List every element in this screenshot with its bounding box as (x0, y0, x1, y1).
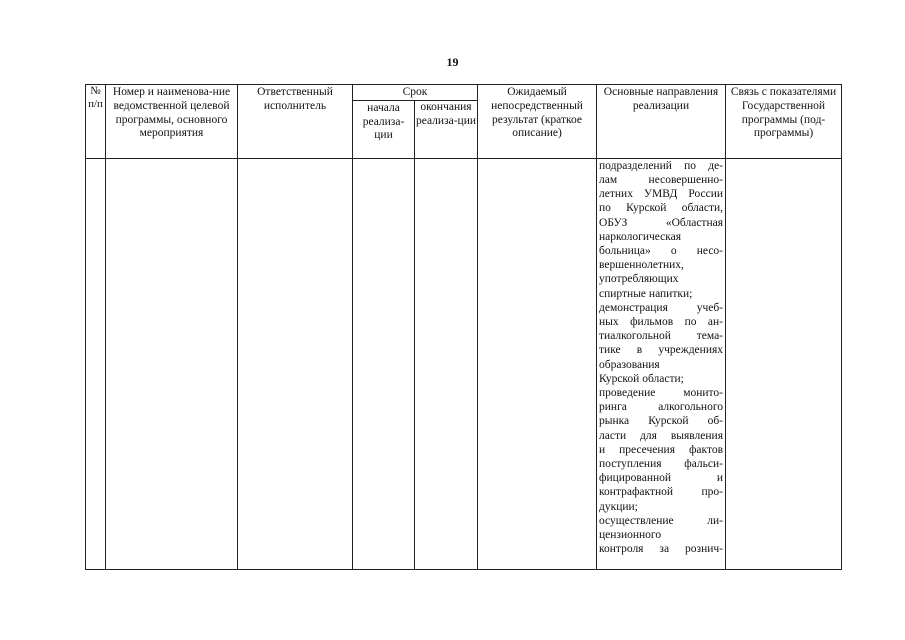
directions-line: осуществление ли- (599, 514, 724, 527)
directions-line: поступления фальси- (599, 458, 724, 471)
directions-line: спиртные напитки; (599, 287, 693, 300)
page-number: 19 (446, 55, 459, 69)
directions-line: по Курской области, (599, 202, 724, 215)
cell-executor (238, 158, 353, 569)
directions-line: рынка Курской об- (599, 415, 724, 428)
cell-indicator-link (726, 158, 842, 569)
directions-line: лам несовершенно- (599, 174, 724, 186)
cell-directions (597, 158, 726, 569)
program-table (85, 84, 842, 570)
table-row (86, 158, 842, 569)
directions-line: больница» о несо- (599, 245, 724, 258)
directions-line: и пресечения фактов (599, 443, 724, 456)
directions-line: тике в учреждениях (599, 344, 724, 357)
cell-result (478, 158, 597, 569)
header-result: Ожидаемый непосредственный результат (краткое описание) (478, 85, 597, 159)
directions-line: цензионного (599, 529, 662, 542)
directions-line: дукции; (599, 500, 638, 513)
directions-line: тиалкогольной тема- (599, 330, 724, 343)
header-row-top (86, 85, 842, 101)
header-term-start: начала реализа-ции (353, 100, 415, 158)
directions-line: проведение монито- (599, 387, 724, 400)
cell-num (86, 158, 106, 569)
header-indicator-link: Связь с показателями Государственной программы (под-программы) (726, 85, 842, 159)
directions-line: образования (599, 358, 660, 371)
directions-line: фицированной и (599, 472, 724, 485)
header-num: № п/п (86, 85, 106, 159)
directions-line: употребляющих (599, 273, 679, 286)
header-program-name: Номер и наименова-ние ведомственной целевой программы, основного мероприятия (106, 85, 238, 159)
directions-line: вершеннолетних, (599, 259, 684, 272)
cell-term-start (353, 158, 415, 569)
header-executor: Ответственный исполнитель (238, 85, 353, 159)
directions-line: летних УМВД России (599, 188, 724, 201)
directions-line: подразделений по де- (599, 159, 724, 172)
cell-term-end (415, 158, 478, 569)
directions-line: Курской области; (599, 372, 684, 385)
directions-line: ринга алкогольного (599, 401, 724, 414)
directions-line: наркологическая (599, 230, 682, 243)
cell-program-name (106, 158, 238, 569)
header-directions: Основные направления реализации (597, 85, 726, 159)
directions-line: контроля за рознич- (599, 543, 724, 556)
directions-line: демонстрация учеб- (599, 301, 724, 314)
directions-line: ласти для выявления (599, 429, 724, 442)
directions-line: ных фильмов по ан- (599, 316, 724, 329)
directions-line: ОБУЗ «Областная (599, 216, 724, 229)
header-term: Срок (353, 85, 478, 101)
directions-line: контрафактной про- (599, 486, 724, 499)
header-term-end: окончания реализа-ции (415, 100, 478, 158)
